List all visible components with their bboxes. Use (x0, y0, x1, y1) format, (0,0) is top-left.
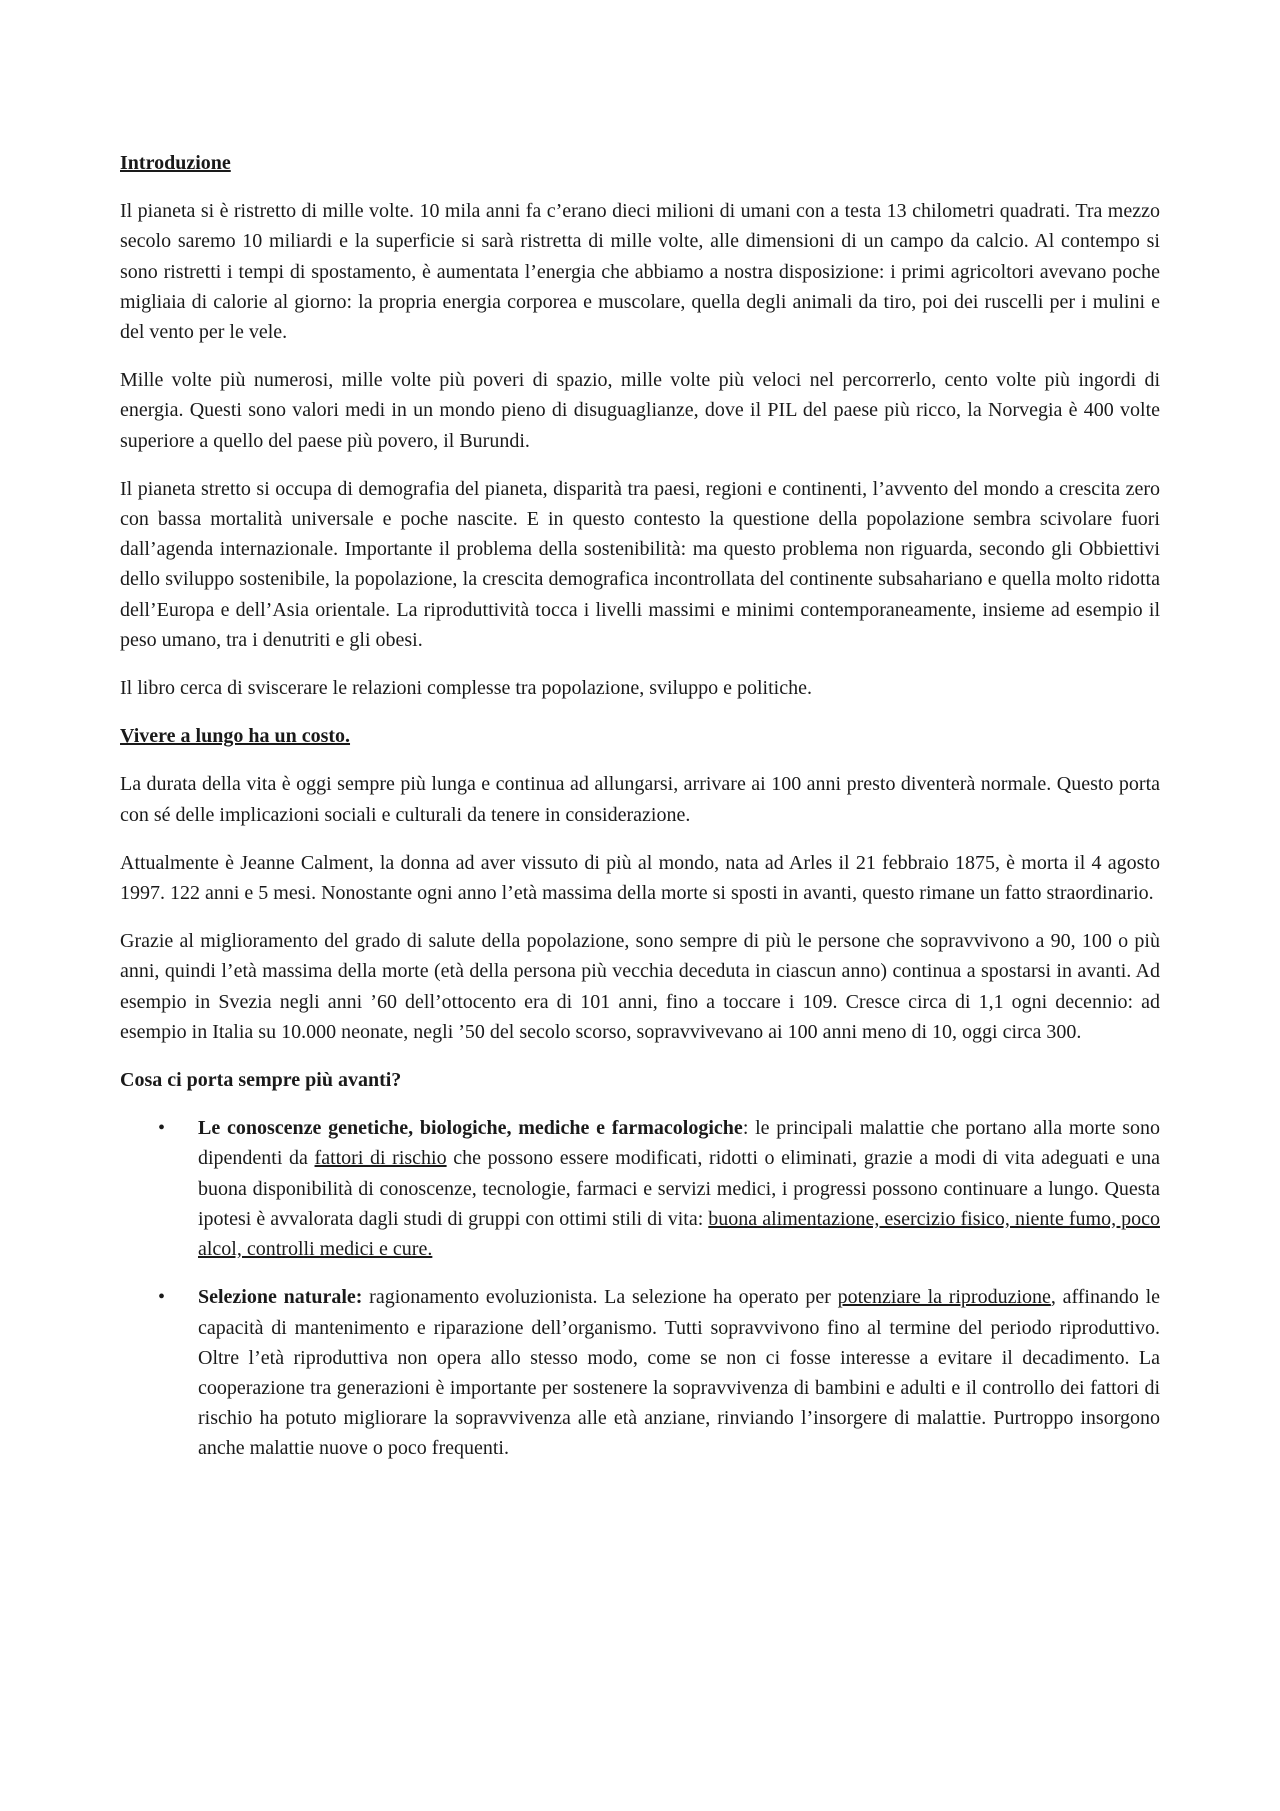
paragraph-intro-4: Il libro cerca di sviscerare le relazioni complesse tra popolazione, sviluppo e politiche. (120, 677, 812, 700)
paragraph-intro-1: Il pianeta si è ristretto di mille volte. 10 mila anni fa c’erano dieci milioni di umani con a testa 13 chilometri quadrati. Tra mezzo secolo saremo 10 miliardi e la superficie si sarà ristretta di mille volte, alle dimensioni di un campo da calcio. Al contempo si sono ristretti i tempi di spostamento, è aumentata l’energia che abbiamo a nostra disposizione: i primi agricoltori avevano poche migliaia di calorie al giorno: la propria energia corporea e muscolare, quella degli animali da tiro, poi dei ruscelli per i mulini e del vento per le vele. (120, 200, 1160, 344)
bullet-text: , affinando le capacità di mantenimento e riparazione dell’organismo. Tutti sopravvivono fino al termine del periodo riproduttivo. Oltre l’età riproduttiva non opera allo stesso modo, come se non ci fosse interesse a evitare il decadimento. La cooperazione tra generazioni è importante per sostenere la sopravvivenza di bambini e adulti e il controllo dei fattori di rischio ha potuto migliorare la sopravvivenza alle età anziane, rinviando l’insorgere di malattie. Purtroppo insorgono anche malattie nuove o poco frequenti. (198, 1286, 1161, 1460)
bullet-glyph: • (158, 1117, 166, 1140)
section-heading-vivere-a-lungo: Vivere a lungo ha un costo. (120, 725, 351, 748)
underlined-text: buona alimentazione, esercizio fisico, niente fumo, poco alcol, controlli medici e cure. (198, 1207, 1160, 1261)
bullet-item-selezione-naturale (120, 1282, 1160, 1463)
bullet-list (120, 1113, 1160, 1463)
bullet-text: ragionamento evoluzionista. La selezione ha operato per (362, 1286, 838, 1309)
bullet-item-conoscenze (120, 1113, 1160, 1264)
document-page (120, 148, 1160, 1482)
bullet-title: Selezione naturale: (198, 1286, 363, 1309)
paragraph-life-3: Grazie al miglioramento del grado di salute della popolazione, sono sempre di più le persone che sopravvivono a 90, 100 o più anni, quindi l’età massima della morte (età della persona più vecchia deceduta in ciascun anno) continua a spostarsi in avanti. Ad esempio in Svezia negli anni ’60 dell’ottocento era di 101 anni, fino a toccare i 109. Cresce circa di 1,1 ogni decennio: ad esempio in Italia su 10.000 neonate, negli ’50 del secolo scorso, sopravvivevano ai 100 anni meno di 10, oggi circa 300. (120, 930, 1160, 1043)
bullet-title: Le conoscenze genetiche, biologiche, mediche e farmacologiche (198, 1117, 743, 1140)
underlined-text: fattori di rischio (314, 1147, 447, 1170)
paragraph-intro-3: Il pianeta stretto si occupa di demografia del pianeta, disparità tra paesi, regioni e continenti, l’avvento del mondo a crescita zero con bassa mortalità universale e poche nascite. E in questo contesto la questione della popolazione sembra scivolare fuori dall’agenda internazionale. Importante il problema della sostenibilità: ma questo problema non riguarda, secondo gli Obbiettivi dello sviluppo sostenibile, la popolazione, la crescita demografica incontrollata del continente subsahariano e quella molto ridotta dell’Europa e dell’Asia orientale. La riproduttività tocca i livelli massimi e minimi contemporaneamente, insieme ad esempio il peso umano, tra i denutriti e gli obesi. (120, 477, 1160, 651)
bullet-text: : le principali malattie che portano alla morte sono dipendenti da (198, 1117, 1160, 1170)
bullet-text: che possono essere modificati, ridotti o eliminati, grazie a modi di vita adeguati e una buona disponibilità di conoscenze, tecnologie, farmaci e servizi medici, i progressi possono continuare a lungo. Questa ipotesi è avvalorata dagli studi di gruppi con ottimi stili di vita: (198, 1147, 1160, 1230)
paragraph-intro-2: Mille volte più numerosi, mille volte più poveri di spazio, mille volte più veloci nel percorrerlo, cento volte più ingordi di energia. Questi sono valori medi in un mondo pieno di disuguaglianze, dove il PIL del paese più ricco, la Norvegia è 400 volte superiore a quello del paese più povero, il Burundi. (120, 369, 1160, 452)
paragraph-life-2: Attualmente è Jeanne Calment, la donna ad aver vissuto di più al mondo, nata ad Arles il 21 febbraio 1875, è morta il 4 agosto 1997. 122 anni e 5 mesi. Nonostante ogni anno l’età massima della morte si sposti in avanti, questo rimane un fatto straordinario. (120, 851, 1160, 905)
bullet-glyph: • (158, 1286, 166, 1309)
section-heading-cosa-ci-porta: Cosa ci porta sempre più avanti? (120, 1069, 402, 1092)
underlined-text: potenziare la riproduzione (837, 1286, 1051, 1309)
paragraph-life-1: La durata della vita è oggi sempre più lunga e continua ad allungarsi, arrivare ai 100 anni presto diventerà normale. Questo porta con sé delle implicazioni sociali e culturali da tenere in considerazione. (120, 773, 1160, 826)
section-heading-introduzione: Introduzione (120, 152, 231, 174)
